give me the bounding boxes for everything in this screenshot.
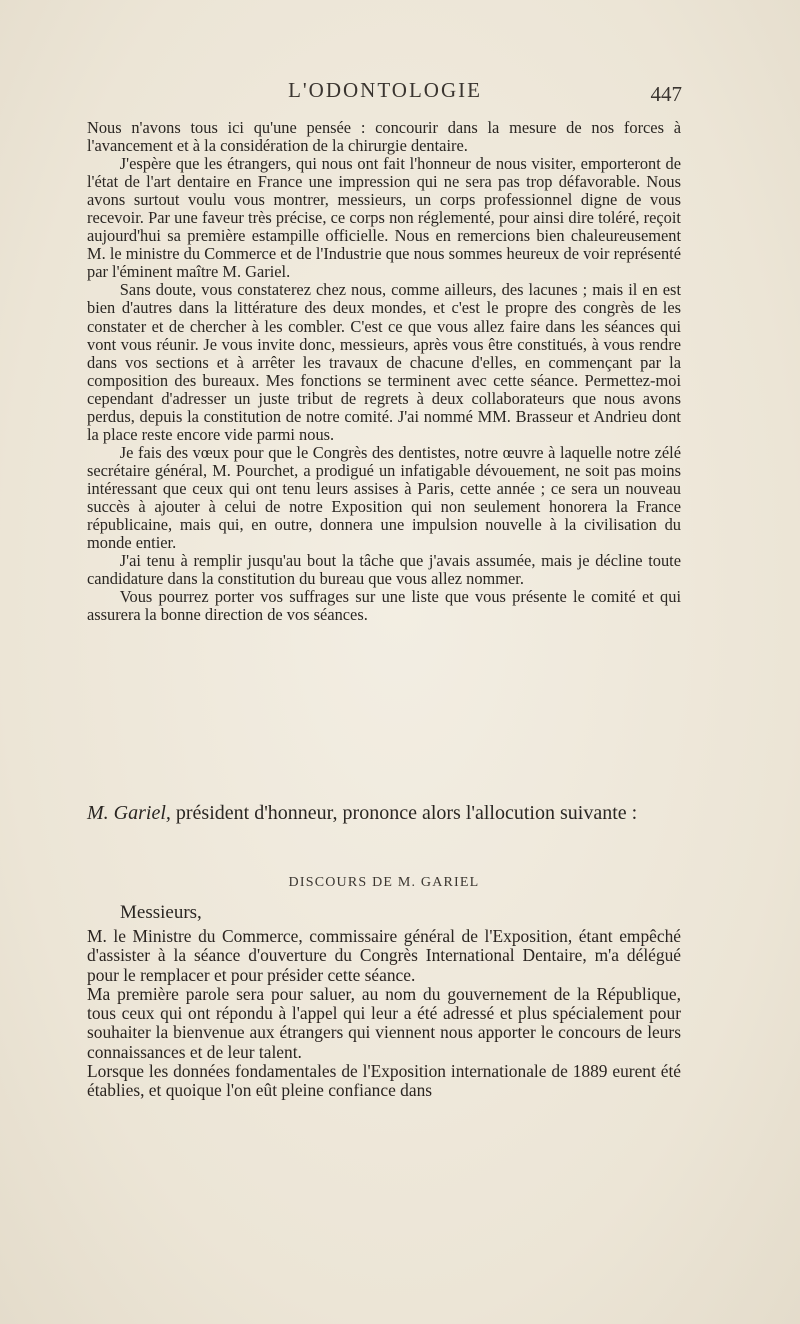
speech-body xyxy=(87,927,681,1101)
speech-introduction xyxy=(87,801,681,825)
closing-remarks xyxy=(87,119,681,624)
section-heading: DISCOURS DE M. GARIEL xyxy=(288,875,480,890)
intro-line xyxy=(87,801,681,825)
paragraph: J'espère que les étrangers, qui nous ont fait l'honneur de nous visiter, emporteront de l'état de l'art dentaire en France une impression qui ne sera pas trop défavorable. Nous avons surtout voulu vous montrer, messieurs, un corps professionnel digne de vous recevoir. Par une faveur très précise, ce corps non réglementé, pour ainsi dire toléré, reçoit aujourd'hui sa première estampille officielle. Nous en remercions bien chaleureusement M. le ministre du Commerce et de l'Industrie que nous sommes heureux de voir représenté par l'éminent maître M. Gariel. xyxy=(87,154,681,282)
paragraph: J'ai tenu à remplir jusqu'au bout la tâche que j'avais assumée, mais je décline toute candidature dans la constitution du bureau que vous allez nommer. xyxy=(87,551,681,589)
paragraph: M. le Ministre du Commerce, commissaire général de l'Exposition, étant empêché d'assister à la séance d'ouverture du Congrès International Dentaire, m'a délégué pour le remplacer et pour présider cette séance. xyxy=(87,926,681,985)
running-title: L'ODONTOLOGIE xyxy=(288,78,482,102)
salutation: Messieurs, xyxy=(120,902,202,923)
paragraph: Vous pourrez porter vos suffrages sur une liste que vous présente le comité et qui assurera la bonne direction de vos séances. xyxy=(87,587,681,625)
intro-text: président d'honneur, prononce alors l'allocution suivante : xyxy=(170,802,638,824)
paragraph: Sans doute, vous constaterez chez nous, comme ailleurs, des lacunes ; mais il en est bien d'autres dans la littérature des deux mondes, et c'est le propre des congrès de les constater et de chercher à les combler. C'est ce que vous allez faire dans les séances qui vont vous réunir. Je vous invite donc, messieurs, après vous être constitués, à vous rendre dans vos sections et à arrêter les travaux de chacune d'elles, en commençant par la composition des bureaux. Mes fonctions se terminent avec cette séance. Permettez-moi cependant d'adresser un juste tribut de regrets à deux collaborateurs que nous avons perdus, depuis la constitution de notre comité. J'ai nommé MM. Brasseur et Andrieu dont la place reste encore vide parmi nous. xyxy=(87,280,681,444)
paragraph: Je fais des vœux pour que le Congrès des dentistes, notre œuvre à laquelle notre zélé secrétaire général, M. Pourchet, a prodigué un infatigable dévouement, ne soit pas moins intéressant que ceux qui ont tenu leurs assises à Paris, cette année ; ce sera un nouveau succès à ajouter à celui de notre Exposition qui non seulement honorera la France républicaine, mais qui, en outre, donnera une impulsion nouvelle à la civilisation du monde entier. xyxy=(87,442,681,553)
paragraph: Nous n'avons tous ici qu'une pensée : concourir dans la mesure de nos forces à l'avancement et à la considération de la chirurgie dentaire. xyxy=(87,118,681,156)
page-header xyxy=(88,78,682,108)
page-number: 447 xyxy=(650,82,682,106)
paragraph: Lorsque les données fondamentales de l'Exposition internationale de 1889 eurent été établies, et quoique l'on eût pleine confiance dans xyxy=(87,1061,681,1101)
speaker-name: M. Gariel, xyxy=(87,802,171,824)
paragraph: Ma première parole sera pour saluer, au nom du gouvernement de la République, tous ceux qui ont répondu à l'appel qui leur a été adressé et plus spécialement pour souhaiter la bienvenue aux étrangers qui viennent nous apporter le concours de leurs connaissances et de leur talent. xyxy=(87,983,681,1062)
